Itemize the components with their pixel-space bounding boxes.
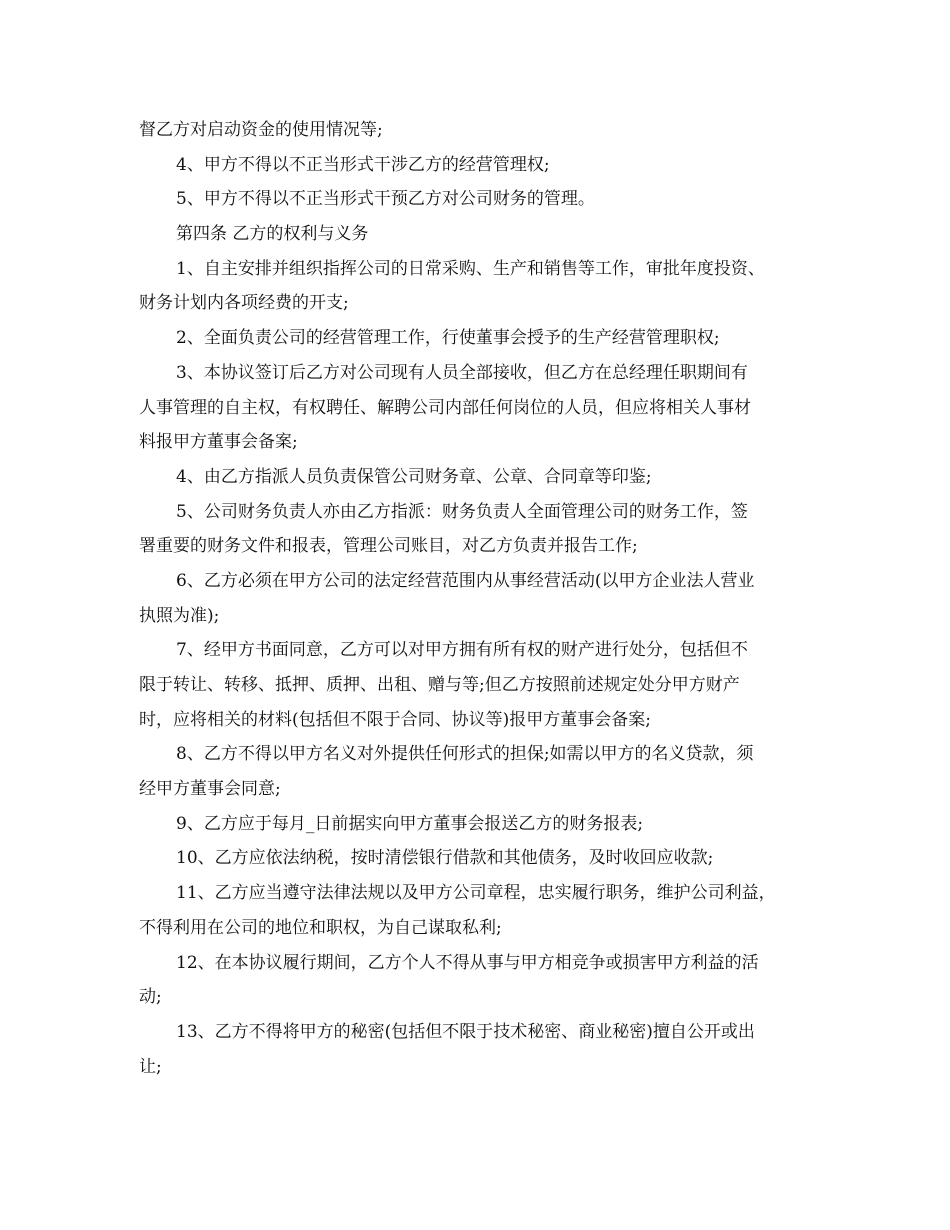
text-line: 5、公司财务负责人亦由乙方指派：财务负责人全面管理公司的财务工作，签 (176, 501, 748, 522)
text-line: 2、全面负责公司的经营管理工作，行使董事会授予的生产经营管理职权; (176, 328, 720, 349)
section-heading: 第四条 乙方的权利与义务 (176, 224, 369, 245)
text-line: 料报甲方董事会备案; (139, 432, 298, 453)
text-line: 动; (139, 987, 162, 1008)
text-line: 时，应将相关的材料(包括但不限于合同、协议等)报甲方董事会备案; (139, 709, 651, 730)
text-line: 1、自主安排并组织指挥公司的日常采购、生产和销售等工作，审批年度投资、 (176, 258, 765, 279)
text-line: 执照为准); (139, 605, 220, 626)
text-line: 经甲方董事会同意; (139, 779, 281, 800)
text-line: 9、乙方应于每月_日前据实向甲方董事会报送乙方的财务报表; (176, 813, 644, 834)
text-line: 13、乙方不得将甲方的秘密(包括但不限于技术秘密、商业秘密)擅自公开或出 (176, 1021, 755, 1042)
text-line: 6、乙方必须在甲方公司的法定经营范围内从事经营活动(以甲方企业法人营业 (176, 570, 755, 591)
text-line: 5、甲方不得以不正当形式干预乙方对公司财务的管理。 (176, 189, 595, 210)
text-line: 8、乙方不得以甲方名义对外提供任何形式的担保;如需以甲方的名义贷款，须 (176, 744, 754, 765)
text-line: 财务计划内各项经费的开支; (139, 293, 349, 314)
text-line: 署重要的财务文件和报表，管理公司账目，对乙方负责并报告工作; (139, 536, 638, 557)
text-line: 11、乙方应当遵守法律法规以及甲方公司章程，忠实履行职务，维护公司利益， (176, 883, 776, 904)
text-line: 3、本协议签订后乙方对公司现有人员全部接收，但乙方在总经理任职期间有 (176, 362, 748, 383)
text-line: 督乙方对启动资金的使用情况等; (139, 120, 383, 140)
text-line: 4、由乙方指派人员负责保管公司财务章、公章、合同章等印鉴; (176, 466, 652, 487)
text-line: 不得利用在公司的地位和职权，为自己谋取私利; (139, 917, 502, 938)
text-line: 限于转让、转移、抵押、质押、出租、赠与等;但乙方按照前述规定处分甲方财产 (139, 675, 740, 695)
text-line: 7、经甲方书面同意，乙方可以对甲方拥有所有权的财产进行处分，包括但不 (176, 640, 748, 661)
document-body (139, 113, 829, 1084)
text-line: 10、乙方应依法纳税，按时清偿银行借款和其他债务，及时收回应收款; (176, 848, 714, 869)
text-line: 12、在本协议履行期间，乙方个人不得从事与甲方相竞争或损害甲方利益的活 (176, 952, 759, 973)
text-line: 4、甲方不得以不正当形式干涉乙方的经营管理权; (176, 154, 550, 175)
text-line: 人事管理的自主权，有权聘任、解聘公司内部任何岗位的人员，但应将相关人事材 (139, 397, 751, 418)
text-line: 让; (139, 1056, 162, 1077)
